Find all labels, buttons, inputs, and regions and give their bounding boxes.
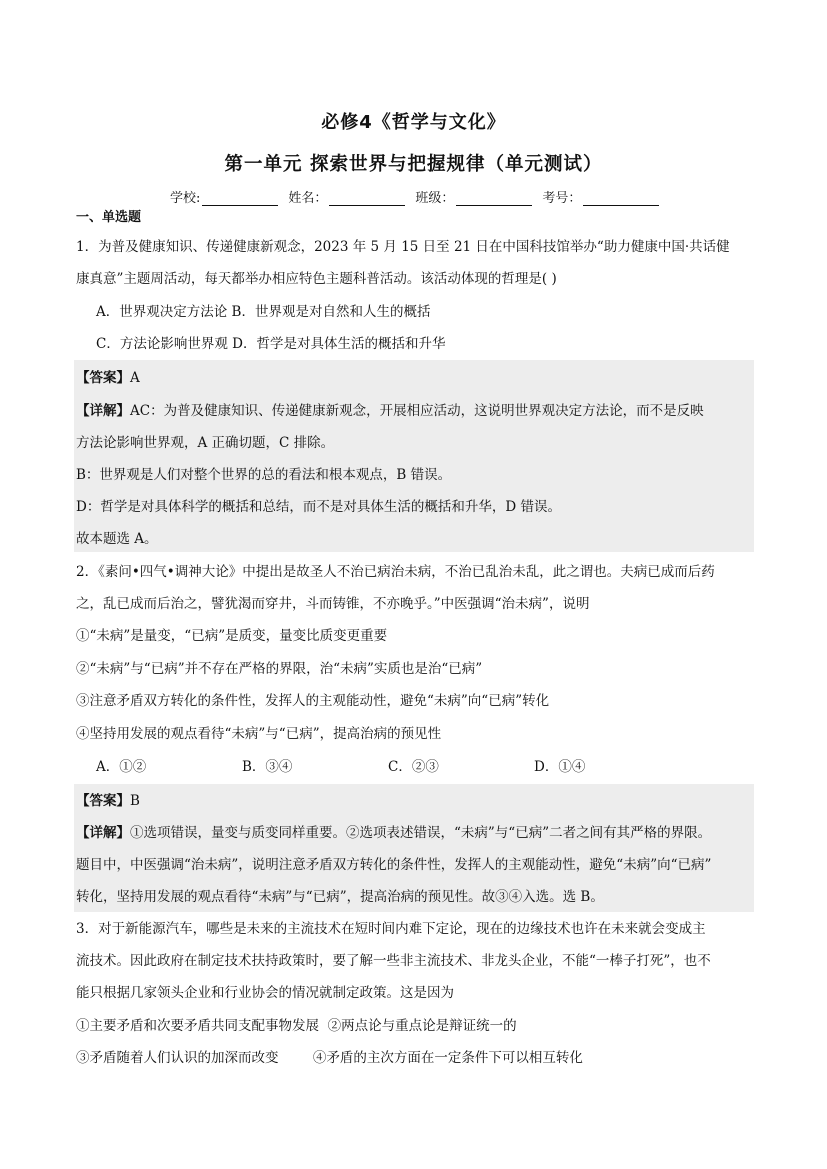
exam-no-field — [542, 187, 659, 206]
q2-item-4: ④坚持用发展的观点看待“未病”与“已病”，提高治病的预见性 — [76, 726, 442, 742]
q2-item-2: ②“未病”与“已病”并不存在严格的界限，治“未病”实质也是治“已病” — [76, 661, 483, 677]
exam-no-label: 考号： — [542, 191, 582, 206]
q1-answer-label: 【答案】 — [76, 370, 130, 386]
q2-option-d: D．①④ — [534, 759, 586, 775]
school-label: 学校: — [170, 191, 201, 206]
q2-stem-line-1: 2．《素问•四气•调神大论》中提出是故圣人不治已病治未病，不治已乱治未乱，此之谓也。夫病已成而后药 — [76, 564, 715, 580]
q2-option-a: A．①② — [96, 759, 147, 775]
q3-items-3-4: ③矛盾随着人们认识的加深而改变 ④矛盾的主次方面在一定条件下可以相互转化 — [76, 1050, 583, 1066]
class-blank — [456, 191, 532, 206]
q2-detail-line-3: 转化，坚持用发展的观点看待“未病”与“已病”，提高治病的预见性。故③④入选。选 B。 — [76, 889, 604, 905]
q2-answer-value: B — [130, 793, 140, 809]
q2-item-3: ③注意矛盾双方转化的条件性，发挥人的主观能动性，避免“未病”向“已病”转化 — [76, 693, 550, 709]
q1-options-ab: A．世界观决定方法论 B．世界观是对自然和人生的概括 — [96, 304, 431, 320]
school-field — [170, 187, 278, 206]
q1-answer-value: A — [130, 370, 140, 386]
q1-options-cd: C．方法论影响世界观 D．哲学是对具体生活的概括和升华 — [96, 336, 446, 352]
q2-detail-line-1 — [76, 823, 751, 843]
q3-stem-line-1: 3．对于新能源汽车，哪些是未来的主流技术在短时间内难下定论，现在的边缘技术也许在未来就会变成主 — [76, 921, 706, 937]
q1-detail-line-4: D：哲学是对具体科学的概括和总结，而不是对具体生活的概括和升华，D 错误。 — [76, 499, 561, 515]
school-blank — [202, 191, 278, 206]
name-field — [288, 187, 405, 206]
q2-stem-line-2: 之，乱已成而后治之，譬犹渴而穿井，斗而铸锥，不亦晚乎。”中医强调“治未病”，说明 — [76, 596, 590, 612]
q2-option-b: B．③④ — [242, 759, 293, 775]
student-info-row — [170, 187, 690, 206]
document-subtitle: 第一单元 探索世界与把握规律（单元测试） — [224, 154, 603, 175]
q1-detail-line-1 — [76, 401, 751, 421]
q1-stem-line-2: 康真意”主题周活动，每天都举办相应特色主题科普活动。该活动体现的哲理是( ) — [76, 271, 557, 287]
q3-stem-line-2: 流技术。因此政府在制定技术扶持政策时，要了解一些非主流技术、非龙头企业，不能“一棒子打死”，也不 — [76, 953, 711, 969]
q1-answer — [76, 368, 751, 388]
q2-item-1: ①“未病”是量变，“已病”是质变，量变比质变更重要 — [76, 628, 388, 644]
exam-no-blank — [583, 191, 659, 206]
q3-stem-line-3: 能只根据几家领头企业和行业协会的情况就制定政策。这是因为 — [76, 985, 454, 1001]
q1-detail-text-1: AC：为普及健康知识、传递健康新观念，开展相应活动，这说明世界观决定方法论，而不是反映 — [130, 403, 704, 419]
name-blank — [329, 191, 405, 206]
q1-detail-line-2: 方法论影响世界观，A 正确切题，C 排除。 — [76, 435, 335, 451]
q1-stem-line-1: 1．为普及健康知识、传递健康新观念，2023 年 5 月 15 日至 21 日在中国科技馆举办“助力健康中国·共话健 — [76, 239, 730, 255]
q1-answer-box — [74, 360, 754, 552]
q2-detail-text-1: ①选项错误，量变与质变同样重要。②选项表述错误，“未病”与“已病”二者之间有其严格的界限。 — [130, 825, 712, 841]
q3-items-1-2: ①主要矛盾和次要矛盾共同支配事物发展 ②两点论与重点论是辩证统一的 — [76, 1018, 517, 1034]
class-label: 班级： — [415, 191, 455, 206]
document-title: 必修4《哲学与文化》 — [321, 112, 506, 133]
name-label: 姓名： — [288, 191, 328, 206]
q2-detail-line-2: 题目中，中医强调“治未病”，说明注意矛盾双方转化的条件性，发挥人的主观能动性，避免“未病”向“已病” — [76, 857, 712, 873]
q1-detail-line-3: B：世界观是人们对整个世界的总的看法和根本观点，B 错误。 — [76, 467, 452, 483]
q2-answer-label: 【答案】 — [76, 793, 130, 809]
class-field — [415, 187, 532, 206]
section-heading: 一、单选题 — [76, 210, 142, 225]
q2-answer — [76, 791, 751, 811]
q1-detail-line-5: 故本题选 A。 — [76, 531, 158, 547]
q1-detail-label: 【详解】 — [76, 403, 130, 419]
q2-option-c: C．②③ — [388, 759, 439, 775]
q2-options — [96, 757, 751, 777]
q2-detail-label: 【详解】 — [76, 825, 130, 841]
